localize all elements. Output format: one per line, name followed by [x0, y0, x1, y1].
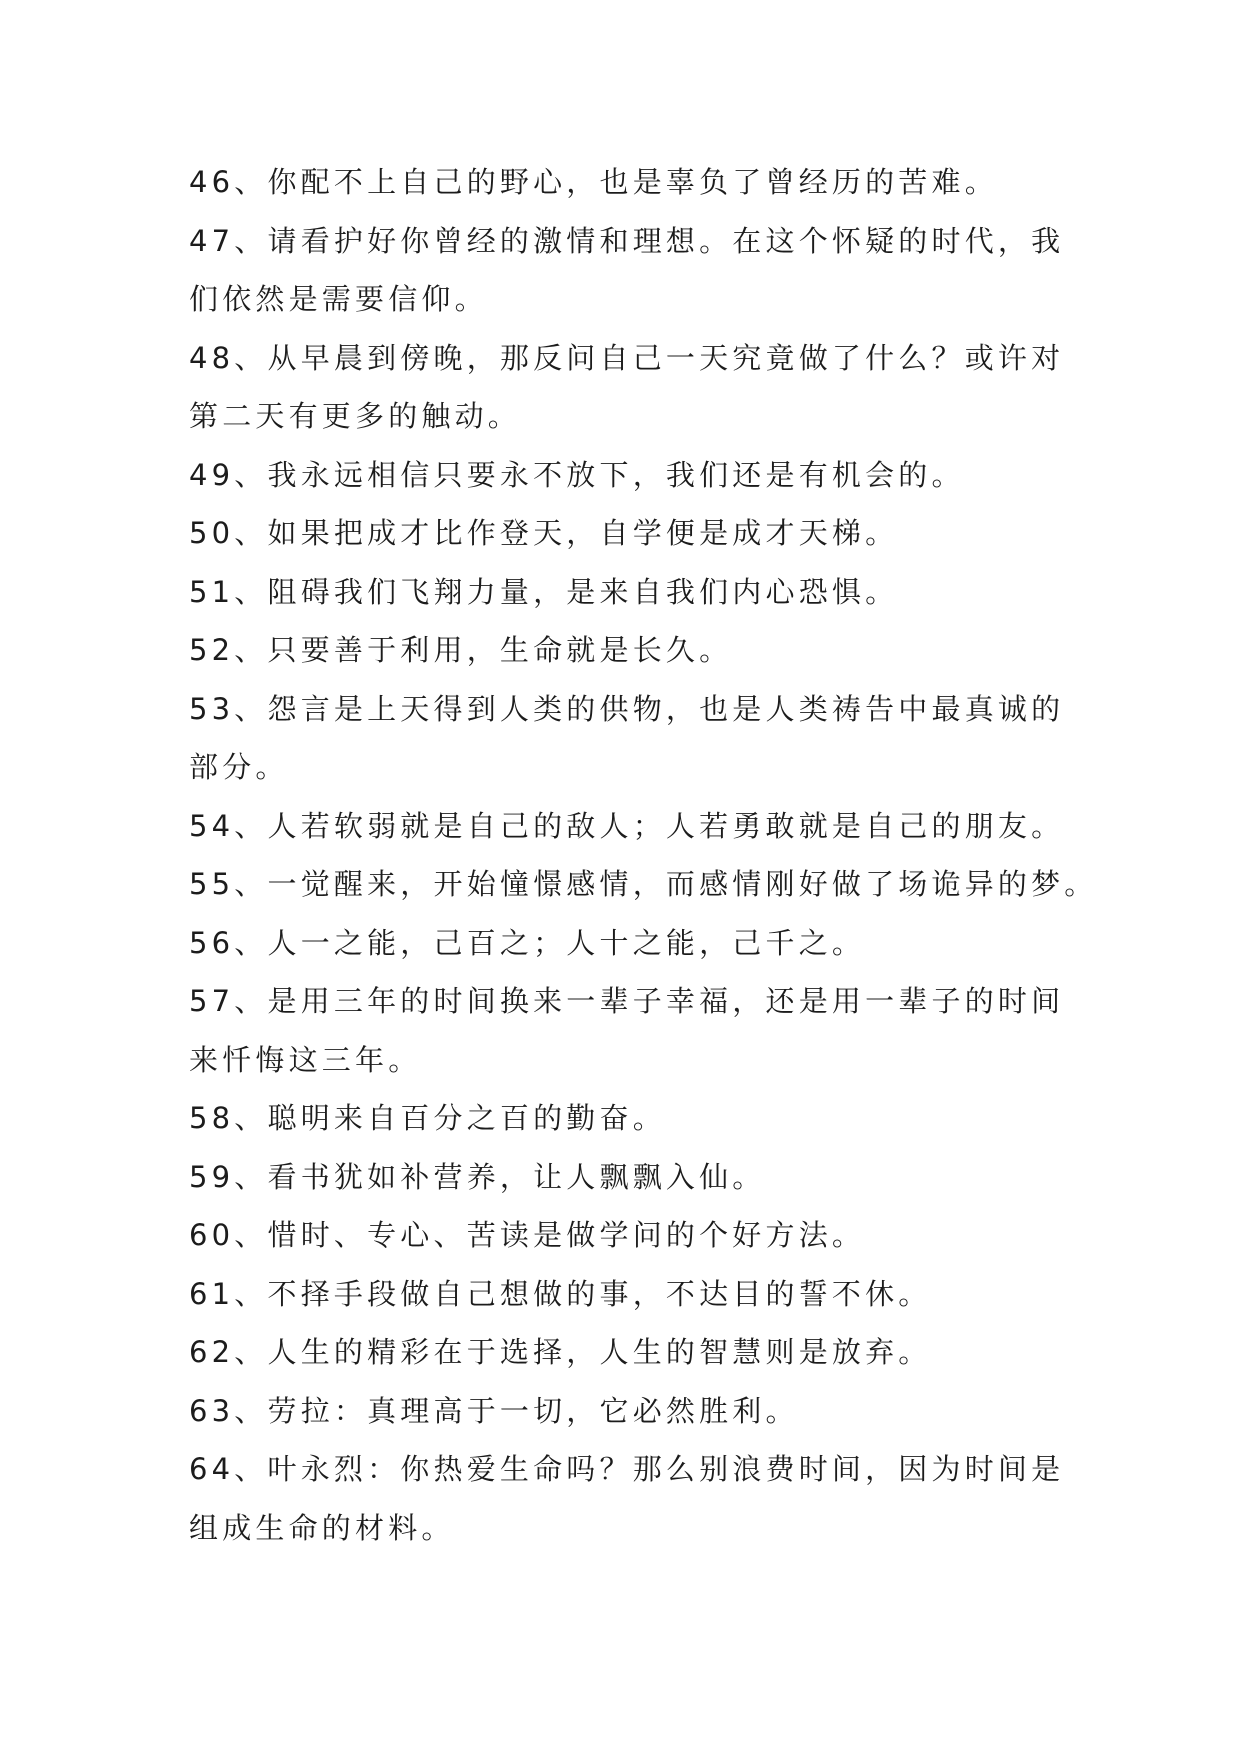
text-line: 56、人一之能，己百之；人十之能，己千之。 — [189, 925, 866, 960]
text-line: 64、叶永烈：你热爱生命吗？那么别浪费时间，因为时间是 — [189, 1452, 1065, 1486]
text-line: 54、人若软弱就是自己的敌人；人若勇敢就是自己的朋友。 — [189, 808, 1065, 843]
text-line: 61、不择手段做自己想做的事，不达目的誓不休。 — [189, 1276, 932, 1311]
text-line: 来忏悔这三年。 — [189, 1042, 422, 1077]
text-line: 部分。 — [189, 750, 289, 784]
text-line: 们依然是需要信仰。 — [189, 282, 488, 316]
text-line: 50、如果把成才比作登天，自学便是成才天梯。 — [189, 516, 899, 550]
text-line: 组成生命的材料。 — [189, 1510, 455, 1545]
text-line: 第二天有更多的触动。 — [189, 399, 522, 433]
text-line: 49、我永远相信只要永不放下，我们还是有机会的。 — [189, 457, 965, 492]
text-line: 55、一觉醒来，开始憧憬感情，而感情刚好做了场诡异的梦。 — [189, 867, 1098, 901]
text-line: 46、你配不上自己的野心，也是辜负了曾经历的苦难。 — [189, 165, 998, 199]
quote-list — [189, 153, 1098, 1557]
text-line: 60、惜时、专心、苦读是做学问的个好方法。 — [189, 1218, 866, 1252]
text-line: 63、劳拉：真理高于一切，它必然胜利。 — [189, 1393, 799, 1428]
text-line: 52、只要善于利用，生命就是长久。 — [189, 633, 733, 667]
text-line: 59、看书犹如补营养，让人飘飘入仙。 — [189, 1159, 766, 1194]
text-line: 62、人生的精彩在于选择，人生的智慧则是放弃。 — [189, 1335, 932, 1369]
text-line: 47、请看护好你曾经的激情和理想。在这个怀疑的时代，我 — [189, 223, 1065, 258]
text-line: 53、怨言是上天得到人类的供物，也是人类祷告中最真诚的 — [189, 691, 1065, 726]
text-line: 57、是用三年的时间换来一辈子幸福，还是用一辈子的时间 — [189, 984, 1065, 1018]
text-line: 58、聪明来自百分之百的勤奋。 — [189, 1101, 666, 1135]
text-line: 48、从早晨到傍晚，那反问自己一天究竟做了什么？或许对 — [189, 340, 1065, 375]
text-line: 51、阻碍我们飞翔力量，是来自我们内心恐惧。 — [189, 574, 899, 609]
